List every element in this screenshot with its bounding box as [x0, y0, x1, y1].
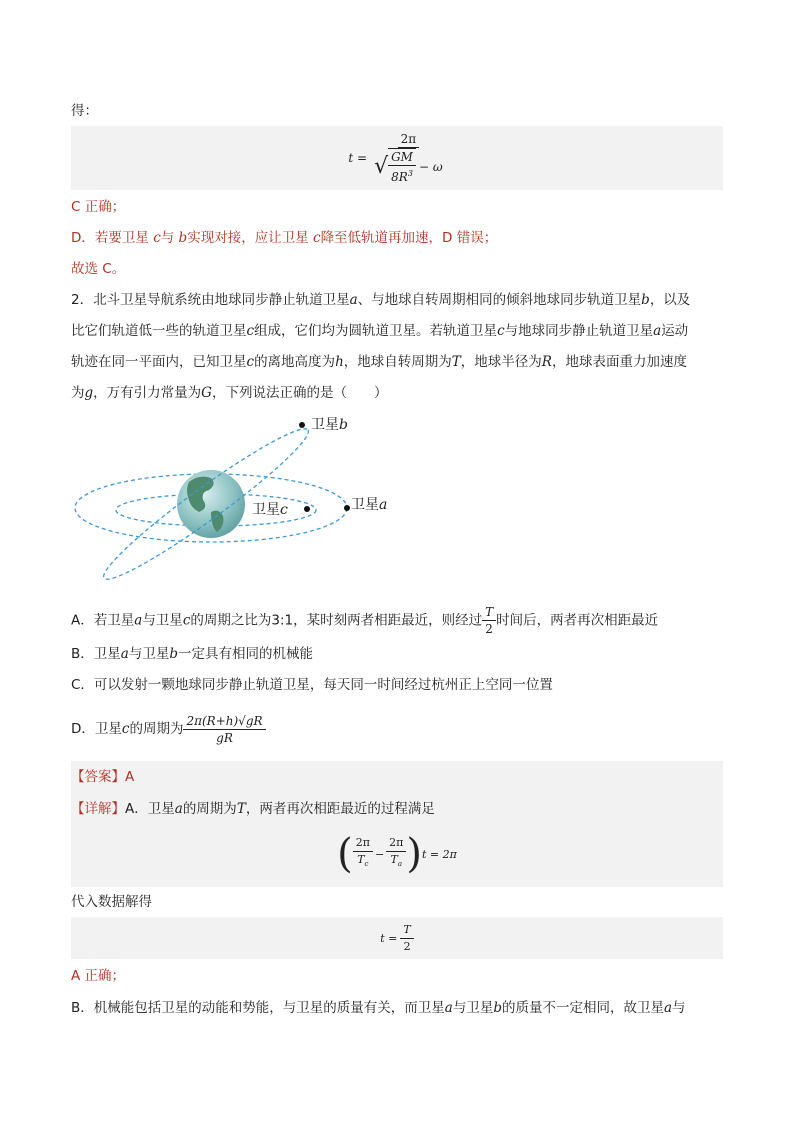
equation-2: t = $\frac{T}{2}$ — [71, 920, 723, 956]
q2-line-1: 2．北斗卫星导航系统由地球同步静止轨道卫星a、与地球自转周期相同的倾斜地球同步轨道卫星b，以及 — [71, 292, 691, 308]
c-correct: C 正确； — [71, 199, 126, 215]
b-explanation-line: B．机械能包括卫星的动能和势能，与卫星的质量有关，而卫星a与卫星b的质量不一定相同，故卫星a与 — [71, 1000, 686, 1016]
formula-t-minus-omega: − ω — [418, 159, 443, 174]
formula-t-8r: 8R — [391, 170, 408, 184]
sqrt-symbol: √ — [374, 153, 389, 179]
q2-line-2: 比它们轨道低一些的轨道卫星c组成，它们均为圆轨道卫星。若轨道卫星c与地球同步静止轨道卫星a运动 — [71, 323, 689, 339]
q2-line-3: 轨迹在同一平面内，已知卫星c的离地高度为h，地球自转周期为T，地球半径为R，地球表面重力加速度 — [71, 354, 687, 370]
formula-t-fraction — [371, 131, 446, 185]
option-d: D．卫星c的周期为 $\frac{2\pi(R+h)√gR}{gR}$ — [71, 712, 266, 746]
formula-t-exp: 3 — [407, 169, 413, 178]
option-b: B．卫星a与卫星b一定具有相同的机械能 — [71, 646, 313, 662]
orbit-figure — [71, 412, 411, 592]
satellite-c-dot — [304, 506, 310, 512]
label-satellite-c: 卫星c — [252, 502, 288, 518]
formula-t-lhs: t = — [348, 151, 368, 165]
q2-line-4: 为g，万有引力常量为G，下列说法正确的是（ ） — [71, 385, 388, 401]
satellite-a-dot — [344, 505, 350, 511]
substitute-line: 代入数据解得 — [71, 894, 152, 910]
formula-t — [71, 132, 723, 184]
option-c: C．可以发射一颗地球同步静止轨道卫星，每天同一时间经过杭州正上空同一位置 — [71, 677, 553, 693]
de-label: 得： — [71, 103, 98, 119]
a-correct: A 正确； — [71, 968, 126, 984]
choose-line: 故选 C。 — [71, 261, 126, 277]
d-wrong-line: D．若要卫星 c与 b实现对接，应让卫星 c降至低轨道再加速，D 错误； — [71, 230, 498, 246]
satellite-b-dot — [299, 422, 305, 428]
label-satellite-a: 卫星a — [351, 497, 388, 513]
label-satellite-b: 卫星b — [311, 417, 348, 433]
formula-t-num: 2π — [398, 131, 420, 148]
detail-line: 【详解】A．卫星a的周期为T，两者再次相距最近的过程满足 — [71, 801, 435, 817]
formula-t-gm: GM — [388, 149, 416, 166]
answer-line: 【答案】A — [71, 769, 135, 785]
equation-1: ( $\frac{2\pi}{T_c}$ − $\frac{2\pi}{T_a}$ ) t = 2π — [337, 831, 457, 877]
option-a: A．若卫星a与卫星c的周期之比为3:1，某时刻两者相距最近，则经过 $\frac{T}{2}$ 时间后，两者再次相距最近 — [71, 605, 659, 636]
